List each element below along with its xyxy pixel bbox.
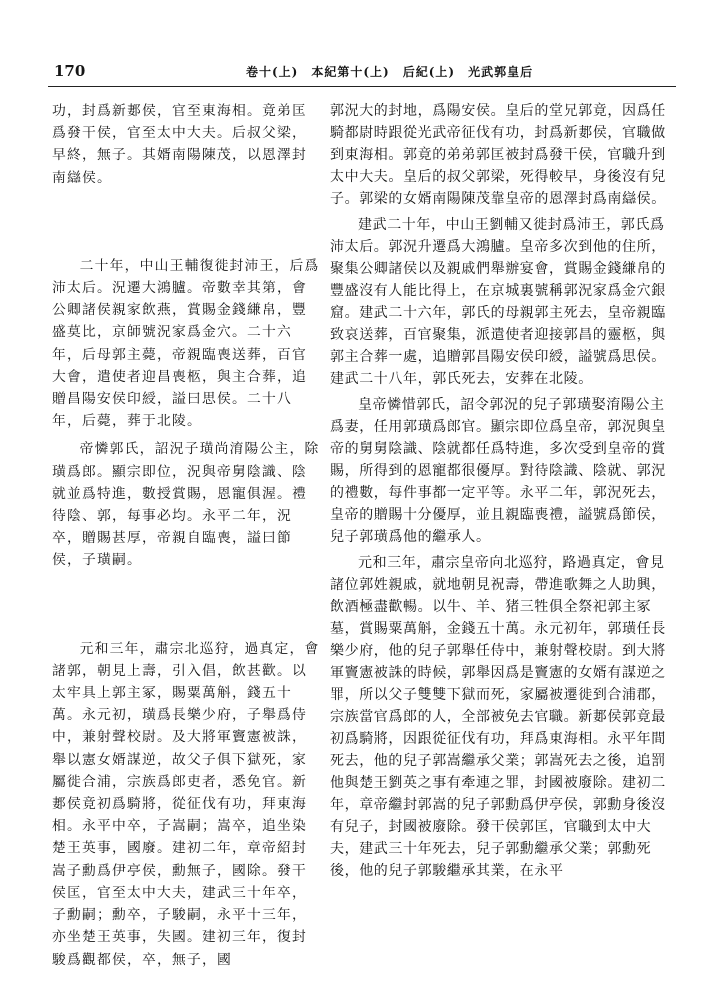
translation-text-column <box>330 100 670 882</box>
translation-paragraph: 皇帝憐惜郭氏，詔令郭況的兒子郭璜娶淯陽公主爲妻，任用郭璜爲郎官。顯宗即位爲皇帝，郭況與皇帝的舅舅陰識、陰就都任爲特進，多次受到皇帝的賞賜，所得到的恩寵都很優厚。對待陰識、陰就、郭況的禮數，每件事都一定平等。永平二年，郭況死去，皇帝的贈賜十分優厚，並且親臨喪禮，謚號爲節侯，兒子郭璜爲他的繼承人。 <box>330 397 666 545</box>
translation-paragraph: 元和三年，肅宗皇帝向北巡狩，路過真定，會見諸位郭姓親戚，就地朝見祝壽，帶進歌舞之人助興，飲酒極盡歡暢。以牛、羊、猪三牲俱全祭祀郭主冢墓，賞賜粟萬斛，金錢五十萬。永元初年，郭璜任長樂少府，他的兒子郭舉任侍中，兼射聲校尉。到大將軍竇憲被誅的時候，郭舉因爲是竇憲的女婿有謀逆之罪，所以父子雙雙下獄而死，家屬被遷徙到合浦郡，宗族當官爲郎的人，全部被免去官職。新郪侯郭竟最初爲騎將，因跟從征伐有功，拜爲東海相。永平年間死去，他的兒子郭嵩繼承父業；郭嵩死去之後，追罰他與楚王劉英之事有牽連之罪，封國被廢除。建初二年，章帝繼封郭嵩的兒子郭勳爲伊亭侯，郭勳身後沒有兒子，封國被廢除。發干侯郭匡，官職到太中大夫，建武三十年死去，兒子郭勳繼承父業；郭勳死後，他的兒子郭駿繼承其業，在永平 <box>330 555 666 879</box>
page-header <box>48 56 676 87</box>
translation-paragraph: 郭況大的封地，爲陽安侯。皇后的堂兄郭竟，因爲任騎都尉時跟從光武帝征伐有功，封爲新郪侯，官職做到東海相。郭竟的弟弟郭匡被封爲發干侯，官職升到太中大夫。皇后的叔父郭梁，死得較早，身後沒有兒子。郭梁的女婿南陽陳茂靠皇帝的恩澤封爲南䜌侯。 <box>330 103 666 207</box>
classical-text-column <box>52 100 320 971</box>
classical-paragraph: 二十年，中山王輔復徙封沛王，后爲沛太后。況遷大鴻臚。帝數幸其第，會公卿諸侯親家飲燕，賞賜金錢縑帛，豐盛莫比，京師號況家爲金穴。二十六年，后母郭主薨，帝親臨喪送葬，百官大會，遣使者迎昌喪柩，與主合葬，追贈昌陽安侯印綬，謚曰思侯。二十八年，后薨，葬于北陵。 <box>52 257 320 430</box>
running-title: 卷十(上) 本紀第十(上) 后紀(上) 光武郭皇后 <box>246 65 534 79</box>
classical-paragraph: 功，封爲新郪侯，官至東海相。竟弟匡爲發干侯，官至太中大夫。后叔父梁，早終，無子。其婿南陽陳茂，以恩澤封南䜌侯。 <box>52 103 307 186</box>
classical-paragraph: 帝憐郭氏，詔況子璜尚淯陽公主，除璜爲郎。顯宗即位，況與帝舅陰識、陰就並爲特進，數授賞賜，恩寵俱渥。禮待陰、郭，每事必均。永平二年，況卒，贈賜甚厚，帝親自臨喪，謚曰節侯，子璜嗣。 <box>52 441 320 569</box>
classical-paragraph: 元和三年，肅宗北巡狩，過真定，會諸郭，朝見上壽，引入倡，飲甚歡。以太牢具上郭主冢，賜粟萬斛，錢五十萬。永元初，璜爲長樂少府，子舉爲侍中，兼射聲校尉。及大將軍竇憲被誅，舉以憲女婿謀逆，故父子俱下獄死，家屬徙合浦，宗族爲郎吏者，悉免官。新郪侯竟初爲騎將，從征伐有功，拜東海相。永平中卒，子嵩嗣；嵩卒，追坐染楚王英事，國廢。建初二年，章帝紹封嵩子勳爲伊亭侯，勳無子，國除。發干侯匡，官至太中大夫，建武三十年卒，子勳嗣；勳卒，子駿嗣，永平十三年，亦坐楚王英事，失國。建初三年，復封駿爲觀都侯，卒，無子，國 <box>52 640 320 968</box>
page-number: 170 <box>54 62 86 80</box>
translation-paragraph: 建武二十年，中山王劉輔又徙封爲沛王，郭氏爲沛太后。郭況升遷爲大鴻臚。皇帝多次到他的住所，聚集公卿諸侯以及親戚們舉辦宴會，賞賜金錢縑帛的豐盛沒有人能比得上，在京城裏號稱郭況家爲金穴銀窟。建武二十六年，郭氏的母親郭主死去，皇帝親臨致哀送葬，百官聚集，派遣使者迎接郭昌的靈柩，與郭主合葬一處，追贈郭昌陽安侯印綬，謚號爲思侯。建武二十八年，郭氏死去，安葬在北陵。 <box>330 217 666 387</box>
